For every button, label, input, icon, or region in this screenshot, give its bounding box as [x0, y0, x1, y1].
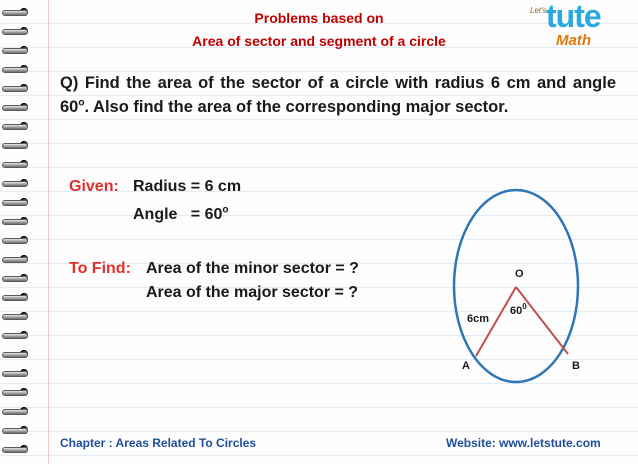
radius-ob [516, 287, 568, 354]
angle-label-value: 60 [510, 305, 523, 317]
given-angle-text: Angle = 60 [133, 206, 223, 223]
logo-math-text: Math [556, 32, 591, 49]
logo-lets-text: Let's [530, 6, 547, 15]
spiral-ring [2, 350, 32, 359]
angle-label [510, 302, 527, 317]
footer-chapter: Chapter : Areas Related To Circles [60, 436, 257, 450]
to-find-label: To Find: [69, 260, 131, 277]
question-degree-sup: o [78, 97, 85, 109]
to-find-major: Area of the major sector = ? [146, 284, 359, 301]
logo-tute-text: tute [546, 0, 601, 34]
spiral-ring [2, 388, 32, 397]
center-label: O [515, 268, 524, 280]
spiral-ring [2, 407, 32, 416]
spiral-ring [2, 65, 32, 74]
point-b-label: B [572, 360, 580, 372]
question-text-end: . Also find the area of the corresponding major sector. [84, 98, 509, 116]
spiral-ring [2, 122, 32, 131]
spiral-ring [2, 369, 32, 378]
question-text [60, 71, 616, 119]
page-title-line-2: Area of sector and segment of a circle [192, 33, 446, 49]
spiral-ring [2, 141, 32, 150]
spiral-ring [2, 426, 32, 435]
spiral-ring [2, 236, 32, 245]
radius-label: 6cm [467, 313, 490, 325]
spiral-binding [0, 0, 34, 464]
spiral-ring [2, 84, 32, 93]
spiral-ring [2, 179, 32, 188]
spiral-ring [2, 255, 32, 264]
spiral-ring [2, 103, 32, 112]
point-a-label: A [462, 360, 470, 372]
spiral-ring [2, 445, 32, 454]
spiral-ring [2, 274, 32, 283]
page-title-line-1: Problems based on [254, 10, 384, 26]
spiral-ring [2, 198, 32, 207]
letstute-logo [530, 0, 612, 54]
sector-diagram [440, 184, 600, 394]
given-radius: Radius = 6 cm [133, 178, 242, 195]
angle-label-sup: 0 [522, 302, 527, 311]
given-angle [133, 206, 228, 224]
spiral-ring [2, 217, 32, 226]
given-angle-sup: o [222, 204, 229, 216]
margin-line [48, 0, 49, 464]
spiral-ring [2, 331, 32, 340]
to-find-minor: Area of the minor sector = ? [146, 260, 359, 277]
spiral-ring [2, 293, 32, 302]
spiral-ring [2, 160, 32, 169]
given-label: Given: [69, 178, 119, 195]
footer-website: Website: www.letstute.com [446, 436, 601, 450]
spiral-ring [2, 312, 32, 321]
question-text-start: Q) Find the area of the sector of a circle with radius 6 cm and angle 60 [60, 74, 616, 116]
circle-outline [454, 190, 578, 382]
